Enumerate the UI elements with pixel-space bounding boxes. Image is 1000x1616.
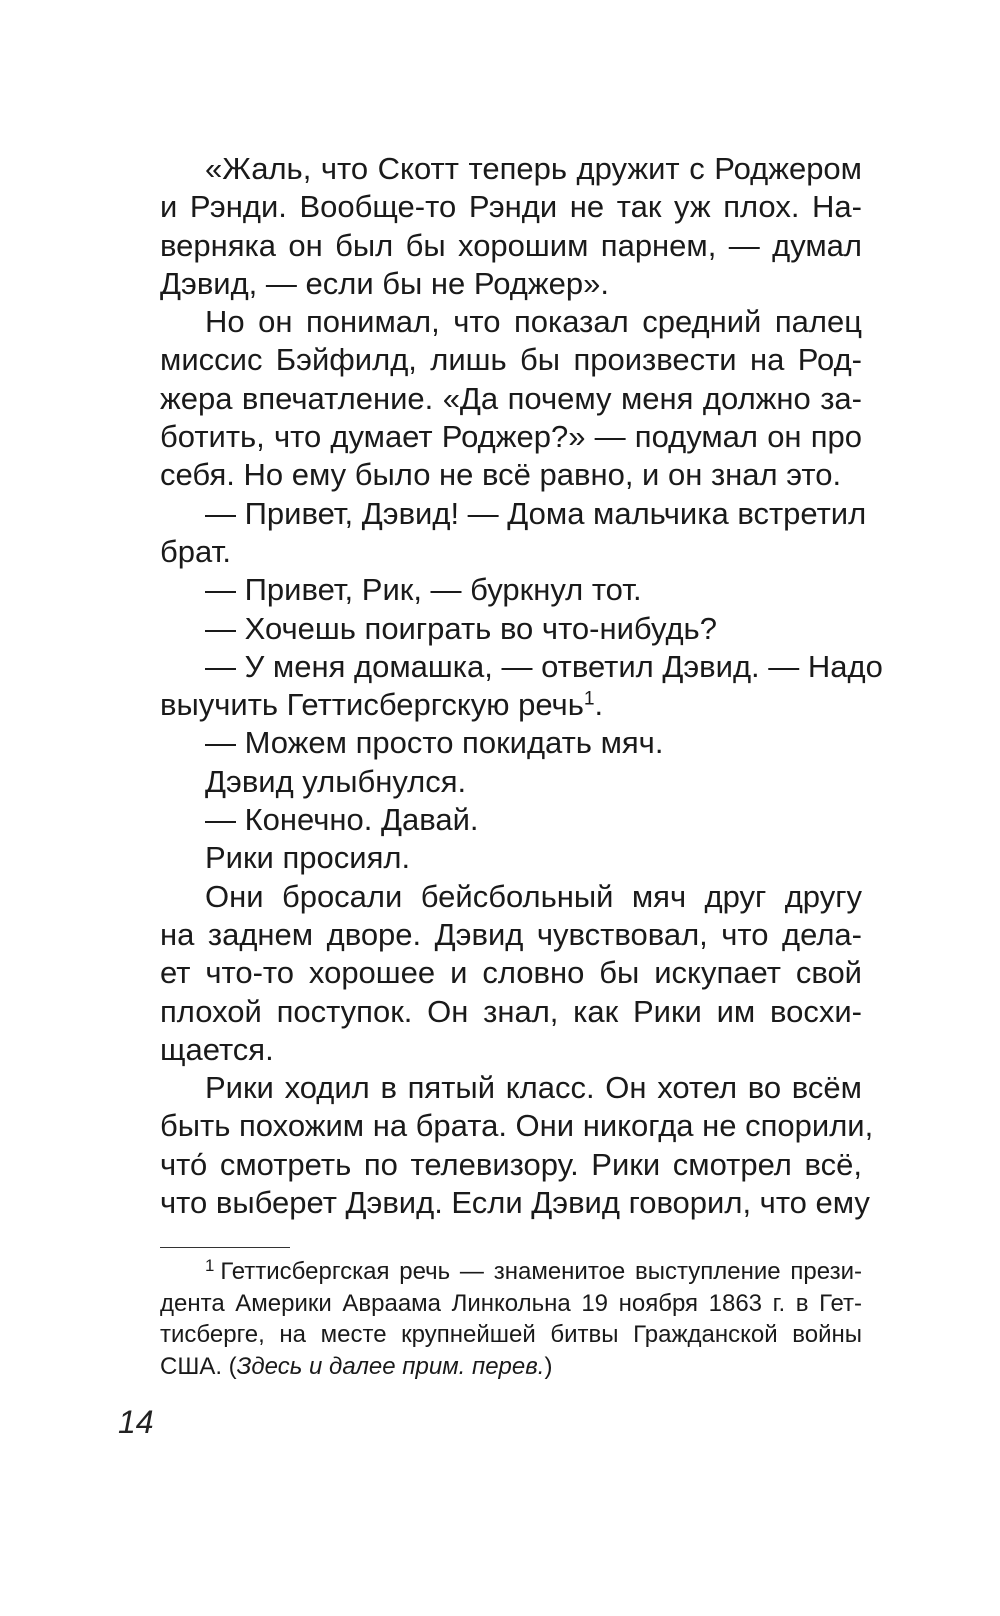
text-line: брат. bbox=[160, 533, 231, 569]
footnote-line: дента Америки Авраама Линкольна 19 ноября 1863 г. в Гет- bbox=[160, 1289, 862, 1317]
text-line: Рики ходил в пятый класс. Он хотел во всём bbox=[205, 1070, 862, 1106]
text-line: Они бросали бейсбольный мяч друг другу bbox=[205, 878, 862, 914]
footnote-line: тисберге, на месте крупнейшей битвы Гражданской войны bbox=[160, 1321, 862, 1348]
footnote-line-text: Геттисбергская речь — знаменитое выступление прези- bbox=[220, 1258, 862, 1285]
text-line: плохой поступок. Он знал, как Рики им восхи- bbox=[160, 993, 862, 1029]
footnote-last-suffix: ) bbox=[544, 1352, 553, 1380]
text-line: жера впечатление. «Да почему меня должно за- bbox=[160, 380, 862, 416]
text-line: верняка он был бы хорошим парнем, — думал bbox=[160, 227, 862, 263]
text-line: щается. bbox=[160, 1031, 274, 1067]
text-line: на заднем дворе. Дэвид чувствовал, что дела- bbox=[160, 916, 862, 952]
text-line: что выберет Дэвид. Если Дэвид говорил, что ему bbox=[160, 1185, 870, 1221]
text-line: — Привет, Дэвид! — Дома мальчика встретил bbox=[205, 495, 867, 531]
text-line: себя. Но ему было не всё равно, и он знал это. bbox=[160, 457, 842, 493]
text-line: «Жаль, что Скотт теперь дружит с Роджером bbox=[205, 151, 862, 186]
footnote-divider bbox=[160, 1247, 290, 1248]
text-line: и Рэнди. Вообще-то Рэнди не так уж плох. На- bbox=[160, 189, 862, 225]
text-line-tail: . bbox=[594, 687, 604, 723]
footnote-reference: 1 bbox=[583, 688, 595, 710]
text-line: Но он понимал, что показал средний палец bbox=[205, 304, 862, 340]
text-line: — Можем просто покидать мяч. bbox=[205, 725, 664, 761]
text-line: что́ смотреть по телевизору. Рики смотрел всё, bbox=[160, 1146, 862, 1182]
text-line: Дэвид улыбнулся. bbox=[205, 763, 467, 799]
footnote-line bbox=[160, 1256, 862, 1288]
page-number: 14 bbox=[118, 1404, 154, 1440]
text-line: ботить, что думает Роджер?» — подумал он про bbox=[160, 419, 862, 455]
text-line: — Конечно. Давай. bbox=[205, 802, 479, 838]
main-text bbox=[160, 150, 883, 1222]
text-line bbox=[160, 686, 862, 724]
text-line: быть похожим на брата. Они никогда не спорили, bbox=[160, 1108, 874, 1144]
text-line: Дэвид, — если бы не Роджер». bbox=[160, 265, 609, 301]
text-line: миссис Бэйфилд, лишь бы произвести на Род- bbox=[160, 342, 862, 378]
footnote bbox=[160, 1256, 862, 1382]
footnote-last-prefix: США. ( bbox=[160, 1352, 237, 1380]
footnote-line bbox=[160, 1351, 862, 1383]
text-line: — Хочешь поиграть во что-нибудь? bbox=[205, 610, 717, 646]
text-line-content: выучить Геттисбергскую речь bbox=[160, 687, 584, 723]
footnote-translator-note: Здесь и далее прим. перев. bbox=[236, 1352, 545, 1380]
footnote-number: 1 bbox=[205, 1256, 215, 1276]
text-line: Рики просиял. bbox=[205, 840, 411, 876]
text-line: — Привет, Рик, — буркнул тот. bbox=[205, 572, 642, 608]
text-line: — У меня домашка, — ответил Дэвид. — Надо bbox=[205, 648, 883, 684]
text-line: ет что-то хорошее и словно бы искупает свой bbox=[160, 955, 862, 991]
